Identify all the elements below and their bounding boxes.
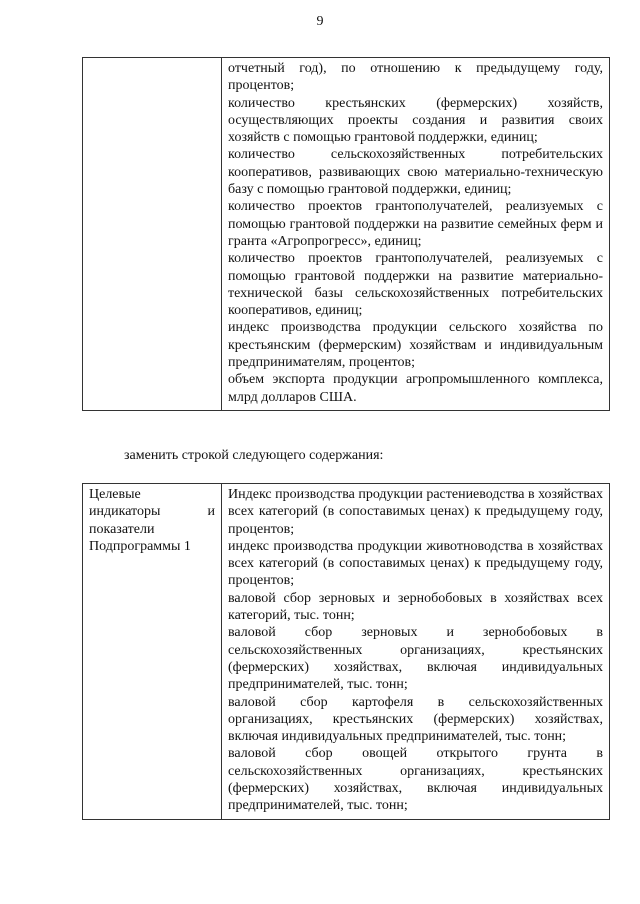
indicator-paragraph: индекс производства продукции животноводства в хозяйствах всех категорий (в сопоставимых ценах) к предыдущему году, процентов;: [228, 538, 603, 589]
indicator-paragraph: Индекс производства продукции растениеводства в хозяйствах всех категорий (в сопоставимых ценах) к предыдущему году, процентов;: [228, 487, 603, 537]
left-cell-text: Целевые индикаторы и показатели Подпрограммы 1: [89, 487, 215, 554]
indicator-paragraph: количество проектов грантополучателей, реализуемых с помощью грантовой поддержки на развитие семейных ферм и гранта «Агропрогресс», единиц;: [228, 199, 603, 249]
indicator-paragraph: отчетный год), по отношению к предыдущему году, процентов;: [228, 61, 603, 94]
table-cell-left: [83, 484, 222, 820]
table-row: [83, 484, 610, 820]
indicator-paragraph: валовой сбор картофеля в сельскохозяйственных организациях, крестьянских (фермерских) хозяйствах, включая индивидуальных предпринимателей, тыс. тонн;: [228, 694, 603, 745]
instruction-text: заменить строкой следующего содержания:: [124, 448, 384, 463]
indicator-paragraph: количество сельскохозяйственных потребительских кооперативов, развивающих свою материально-техническую базу с помощью грантовой поддержки, единиц;: [228, 147, 603, 198]
table-row: [83, 58, 610, 411]
page-number: 9: [316, 14, 324, 29]
table-cell-left: [83, 58, 222, 411]
table-cell-right: [222, 58, 610, 411]
table-continuation: [82, 57, 610, 411]
indicator-paragraph: количество крестьянских (фермерских) хозяйств, осуществляющих проекты создания и развития своих хозяйств с помощью грантовой поддержки, единиц;: [228, 95, 603, 146]
indicator-paragraph: индекс производства продукции сельского хозяйства по крестьянским (фермерским) хозяйствам и индивидуальным предпринимателям, процентов;: [228, 320, 603, 371]
indicator-paragraph: валовой сбор овощей открытого грунта в сельскохозяйственных организациях, крестьянских (фермерских) хозяйствах, включая индивидуальных предпринимателей, тыс. тонн;: [228, 746, 603, 814]
table-cell-right: [222, 484, 610, 820]
indicator-paragraph: валовой сбор зерновых и зернобобовых в сельскохозяйственных организациях, крестьянских (фермерских) хозяйствах, включая индивидуальных предпринимателей, тыс. тонн;: [228, 625, 603, 693]
indicator-paragraph: валовой сбор зерновых и зернобобовых в хозяйствах всех категорий, тыс. тонн;: [228, 590, 603, 624]
table-replacement: [82, 483, 610, 820]
indicator-paragraph: количество проектов грантополучателей, реализуемых с помощью грантовой поддержки на развитие материально-технической базы сельскохозяйственных потребительских кооперативов, единиц;: [228, 251, 603, 319]
indicator-paragraph: объем экспорта продукции агропромышленного комплекса, млрд долларов США.: [228, 372, 603, 405]
